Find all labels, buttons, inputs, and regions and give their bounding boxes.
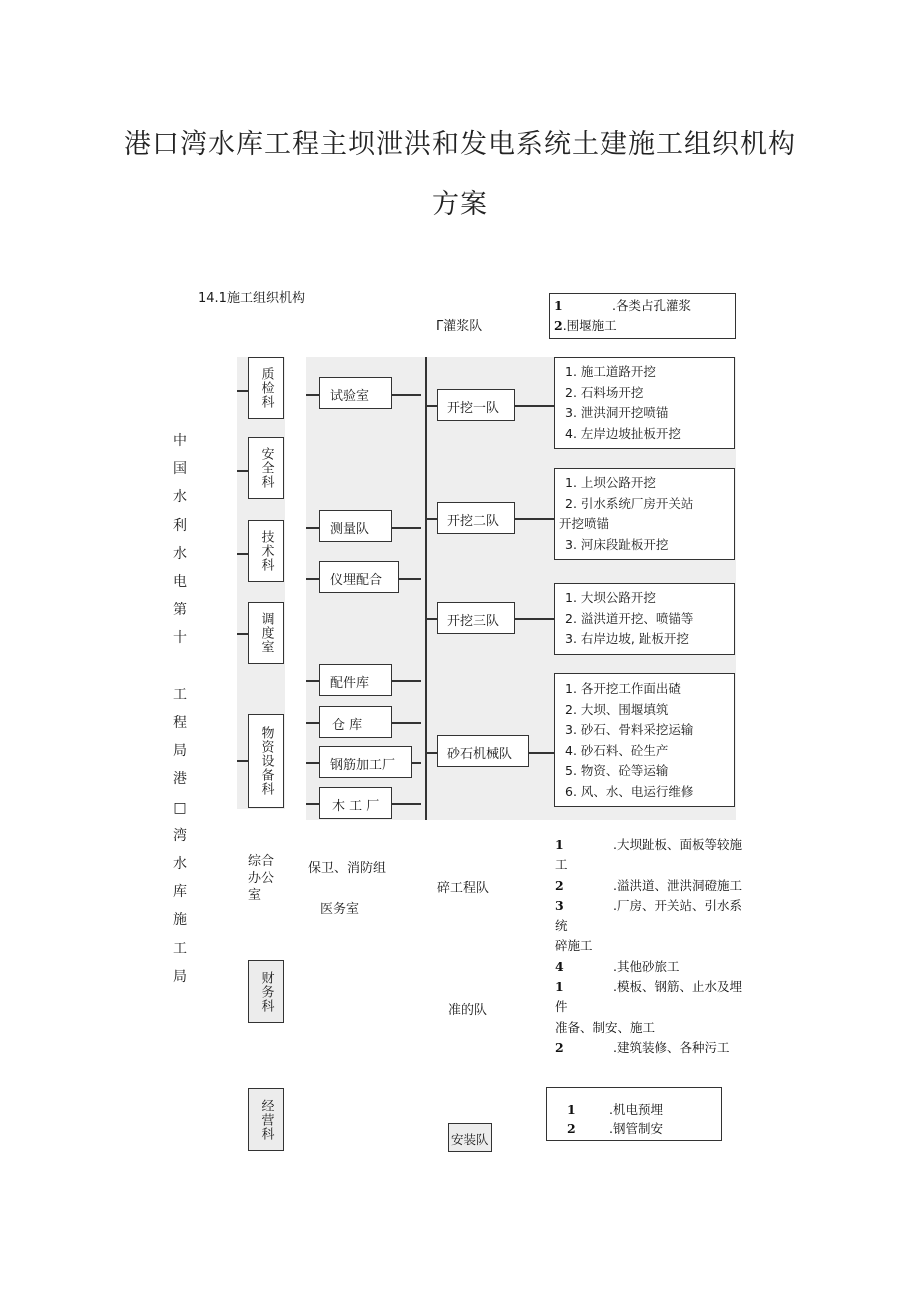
task-item: 4 .其他砂旅工 [555, 958, 680, 974]
task-item: 件 [555, 999, 568, 1015]
task-item: 2 .钢管制安 [567, 1121, 663, 1136]
org-char: 局 [173, 968, 187, 985]
org-char: 中 [173, 433, 187, 449]
team-kaiwa2: 开挖二队 [437, 502, 515, 534]
task-item: 1 .各类占孔灌浆 [554, 298, 691, 313]
task-item: 2 .溢洪道、泄洪洞磴施工 [555, 877, 742, 893]
org-char: 程 [173, 715, 187, 732]
dept-jingying: 经营科 [248, 1088, 284, 1151]
page-title: 港口湾水库工程主坝泄洪和发电系统土建施工组织机构 [124, 129, 796, 160]
section-label: 14.1施工组织机构 [198, 291, 305, 306]
org-char: 水 [173, 856, 187, 873]
org-char: 工 [173, 686, 187, 703]
org-char: 水 [173, 545, 187, 562]
task-item: 碎施工 [555, 938, 593, 954]
team-kaiwa1: 开挖一队 [437, 389, 515, 421]
task-item: 1. 施工道路开挖 [565, 364, 656, 379]
dept-caiwu: 财务科 [248, 960, 284, 1023]
task-item: 6. 风、水、电运行维修 [565, 783, 694, 799]
subunit-celiangdui: 测量队 [319, 510, 392, 542]
team-shashi: 砂石机械队 [437, 735, 529, 767]
page-title-continued: 方案 [432, 189, 488, 220]
dept-zonghe: 综合办公室 [248, 854, 275, 903]
subunit-cangku: 仓 库 [319, 706, 392, 738]
task-item: 3. 右岸边坡, 趾板开挖 [565, 631, 689, 646]
org-char: 施 [173, 912, 187, 929]
task-box-shashi [554, 673, 735, 807]
org-char: 湾 [173, 827, 187, 844]
subunit-mugong: 木 工 厂 [319, 787, 392, 819]
task-item: 2. 大坝、围堰填筑 [565, 701, 669, 717]
task-box-anzhuang [546, 1087, 722, 1141]
task-box-kaiwa3 [554, 583, 735, 655]
org-char: 电 [173, 574, 187, 591]
task-box-kaiwa1 [554, 357, 735, 449]
task-item: 2 .建筑装修、各种污工 [555, 1039, 730, 1055]
subunit-yimai: 仪埋配合 [319, 561, 399, 593]
organization-name-vertical [171, 427, 189, 991]
task-item: 3 .厂房、开关站、引水系 [555, 897, 742, 913]
org-char: 十 [173, 630, 187, 647]
task-item: 3. 泄洪洞开挖喷锚 [565, 405, 669, 420]
task-item: 2. 引水系统厂房开关站 [565, 495, 694, 511]
task-box-kaiwa2 [554, 468, 735, 560]
org-char: 局 [173, 743, 187, 760]
task-list-sui [555, 835, 760, 1058]
org-char [171, 653, 189, 681]
dept-diaodu: 调度室 [248, 602, 284, 664]
task-item: 2. 溢洪道开挖、喷锚等 [565, 610, 694, 626]
task-item: 4. 砂石料、砼生产 [565, 742, 669, 758]
task-item: 1. 各开挖工作面出碴 [565, 681, 681, 696]
task-item: 1. 上坝公路开挖 [565, 475, 656, 490]
dept-jishu: 技术科 [248, 520, 284, 582]
task-item: 1. 大坝公路开挖 [565, 590, 656, 605]
task-item: 1 .机电预埋 [567, 1102, 663, 1117]
task-item: 3. 河床段趾板开挖 [565, 536, 669, 552]
task-item: 准备、制安、施工 [555, 1019, 656, 1035]
subunit-baowei: 保卫、消防组 [308, 861, 387, 876]
org-char: 库 [173, 884, 187, 901]
task-item: 1 .模板、钢筋、止水及埋 [555, 979, 742, 995]
team-sui: 碎工程队 [437, 881, 490, 896]
task-item: 工 [555, 857, 568, 873]
task-item: 5. 物资、砼等运输 [565, 763, 669, 778]
task-item: 开挖喷锚 [559, 516, 610, 531]
org-char: 港 [173, 771, 187, 788]
task-item: 2. 石料场开挖 [565, 384, 644, 400]
team-kaiwa3: 开挖三队 [437, 602, 515, 634]
task-item: 2.围堰施工 [554, 318, 617, 333]
dept-anquan: 安全科 [248, 437, 284, 499]
org-char: 水 [173, 489, 187, 506]
team-zhunde: 准的队 [448, 1003, 488, 1018]
org-char: 第 [173, 602, 187, 619]
subunit-yiwushi: 医务室 [320, 902, 360, 917]
subunit-gangjin: 钢筋加工厂 [319, 746, 412, 778]
team-anzhuang: 安装队 [448, 1123, 492, 1152]
org-char: 工 [173, 940, 187, 957]
dept-wuzi: 物资设备科 [248, 714, 284, 808]
dept-zhijian: 质检科 [248, 357, 284, 419]
task-item: 1 .大坝趾板、面板等较施 [555, 837, 742, 852]
task-box-guanjiang [549, 293, 736, 339]
org-char: 利 [173, 517, 187, 534]
org-char: □ [173, 799, 187, 816]
subunit-peijianku: 配件库 [319, 664, 392, 696]
task-item: 3. 砂石、骨料采挖运输 [565, 722, 694, 737]
org-char: 国 [173, 461, 187, 478]
task-item: 统 [555, 918, 568, 934]
team-guanjiang: Γ灌浆队 [436, 319, 483, 334]
task-item: 4. 左岸边坡扯板开挖 [565, 425, 681, 441]
subunit-shiyanshi: 试验室 [319, 377, 392, 409]
